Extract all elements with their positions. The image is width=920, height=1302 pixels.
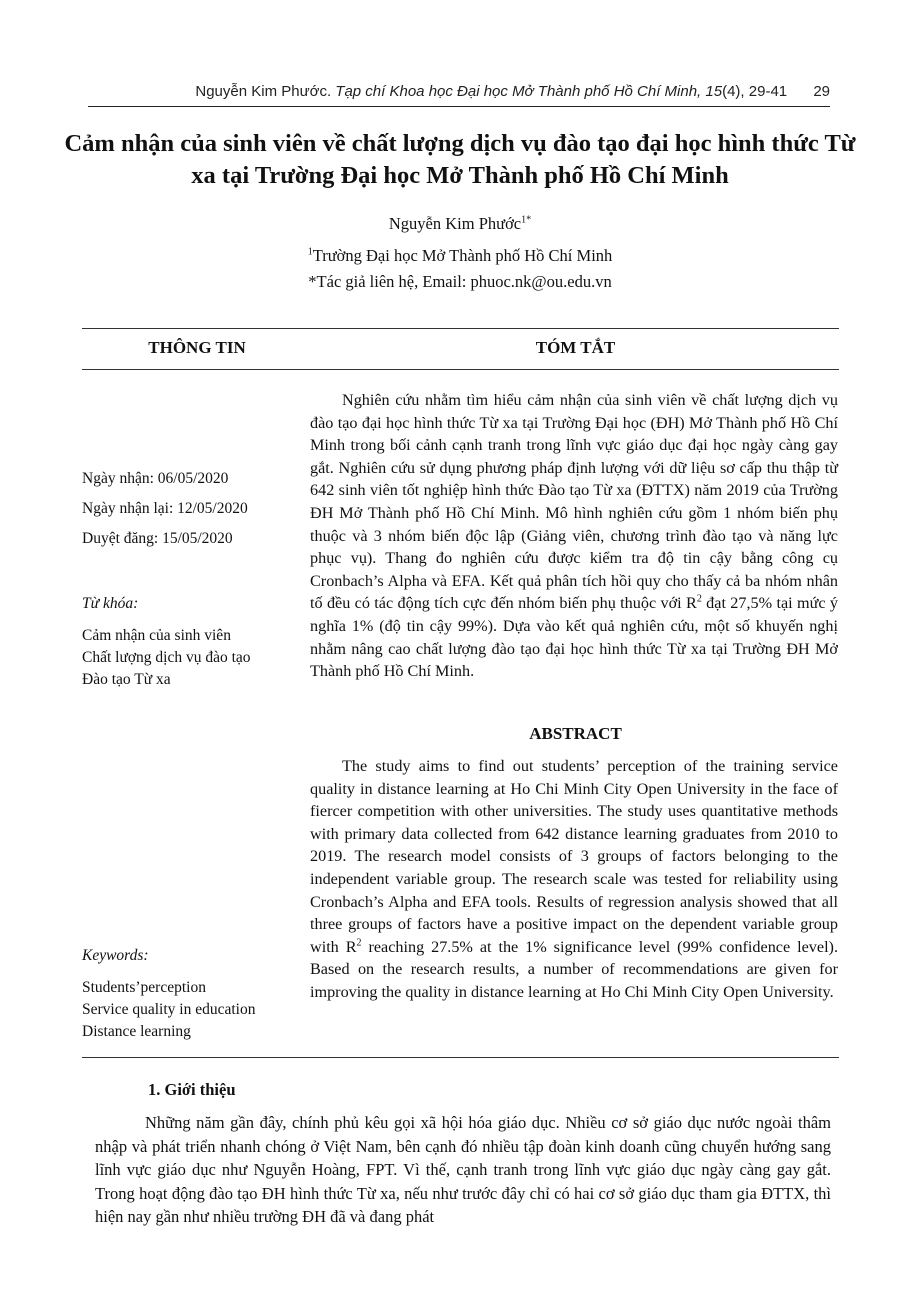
article-title: Cảm nhận của sinh viên về chất lượng dịch vụ đào tạo đại học hình thức Từ xa tại Trường Đại học Mở Thành phố Hồ Chí Minh <box>64 130 856 189</box>
header-pages: 29-41 <box>748 83 788 100</box>
vietnamese-summary <box>310 389 838 683</box>
english-abstract <box>310 755 838 1004</box>
header-volume: 15 <box>705 83 723 100</box>
header-issue: (4), <box>722 83 745 100</box>
header-authors: Nguyễn Kim Phước. <box>195 83 332 100</box>
table-bottom-rule <box>82 1057 839 1058</box>
page-number: 29 <box>813 83 830 100</box>
keywords-vn-label: Từ khóa: <box>82 595 139 612</box>
header-journal: Tạp chí Khoa học Đại học Mở Thành phố Hồ Chí Minh, <box>335 83 702 100</box>
affiliation-mark: 1 <box>307 246 313 258</box>
corresponding-contact: *Tác giả liên hệ, Email: phuoc.nk@ou.edu.vn <box>308 272 612 291</box>
keyword-en-item: Students’perception <box>82 979 206 996</box>
author-name: Nguyễn Kim Phước <box>388 214 522 233</box>
summary-text-part1: Nghiên cứu nhằm tìm hiểu cảm nhận của sinh viên về chất lượng dịch vụ đào tạo đại học hình thức Từ xa tại Trường Đại học (ĐH) Mở Thành phố Hồ Chí Minh trong bối cảnh cạnh tranh trong lĩnh vực giáo dục đại học ngày càng gay gắt. Nghiên cứu sử dụng phương pháp định lượng với dữ liệu sơ cấp thu thập từ 642 sinh viên tốt nghiệp hình thức Đào tạo Từ xa (ĐTTX) năm 2019 của Trường ĐH Mở Thành phố Hồ Chí Minh. Mô hình nghiên cứu gồm 1 nhóm biến phụ thuộc và 3 nhóm biến độc lập (Giảng viên, chương trình đào tạo và năng lực phục vụ). Thang đo nghiên cứu được kiểm tra độ tin cậy bằng công cụ Cronbach’s Alpha và EFA. Kết quả phân tích hồi quy cho thấy cả ba nhóm nhân tố đều có tác động tích cực đến nhóm biến phụ thuộc với R <box>310 391 838 613</box>
accepted-date: Duyệt đăng: 15/05/2020 <box>82 530 233 547</box>
abstract-heading: ABSTRACT <box>529 724 622 743</box>
keyword-en-item: Service quality in education <box>82 1001 256 1018</box>
section-heading: 1. Giới thiệu <box>148 1080 236 1099</box>
table-top-rule <box>82 328 839 329</box>
summary-superscript: 2 <box>696 593 702 605</box>
keywords-en-label: Keywords: <box>82 947 149 964</box>
received-date: Ngày nhận: 06/05/2020 <box>82 470 229 487</box>
abstract-text-part1: The study aims to find out students’ perception of the training service quality in distance learning at Ho Chi Minh City Open University in the face of fiercer competition with other universities. The study uses quantitative methods with primary data collected from 642 distance learning graduates from 2010 to 2019. The research model consists of 3 groups of factors belonging to the independent variable group. The research scale was tested for reliability using Cronbach’s Alpha and EFA tools. Results of regression analysis showed that all three groups of factors have a positive impact on the dependent variable group with R <box>310 757 838 956</box>
keyword-vn-item: Đào tạo Từ xa <box>82 671 171 688</box>
abstract-text-part2: reaching 27.5% at the 1% significance level (99% confidence level). Based on the research results, a number of recommendations are given for improving the quality in distance learning at Ho Chi Minh City Open University. <box>310 937 838 1001</box>
keyword-vn-item: Chất lượng dịch vụ đào tạo <box>82 649 251 666</box>
author-line <box>0 214 920 234</box>
table-header-rule <box>82 369 839 370</box>
summary-column-heading: TÓM TẮT <box>535 338 616 357</box>
affiliation-line <box>0 246 920 266</box>
revised-date: Ngày nhận lại: 12/05/2020 <box>82 500 248 517</box>
summary-text-part2: đạt 27,5% tại mức ý nghĩa 1% (độ tin cậy 99%). Dựa vào kết quả nghiên cứu, một số khuyến nghị nhằm nâng cao chất lượng đào tạo đại học hình thức Từ xa tại Trường ĐH Mở Thành phố Hồ Chí Minh. <box>310 594 838 681</box>
abstract-superscript: 2 <box>356 937 362 949</box>
header-divider <box>88 106 830 107</box>
running-header <box>88 83 830 105</box>
keyword-en-item: Distance learning <box>82 1023 191 1040</box>
keyword-vn-item: Cảm nhận của sinh viên <box>82 627 231 644</box>
info-column-heading: THÔNG TIN <box>148 338 246 357</box>
author-marks: 1* <box>521 214 532 226</box>
affiliation: Trường Đại học Mở Thành phố Hồ Chí Minh <box>312 246 613 265</box>
section-paragraph: Những năm gần đây, chính phủ kêu gọi xã hội hóa giáo dục. Nhiều cơ sở giáo dục nước ngoài thâm nhập và phát triển nhanh chóng ở Việt Nam, bên cạnh đó nhiều tập đoàn kinh doanh cũng chuyển hướng sang lĩnh vực giáo dục như Nguyễn Hoàng, FPT. Vì thế, cạnh tranh trong lĩnh vực giáo dục ngày càng gay gắt. Trong hoạt động đào tạo ĐH hình thức Từ xa, nếu như trước đây chỉ có hai cơ sở giáo dục tham gia ĐTTX, thì hiện nay gần như nhiều trường ĐH đã và đang phát <box>95 1113 831 1227</box>
